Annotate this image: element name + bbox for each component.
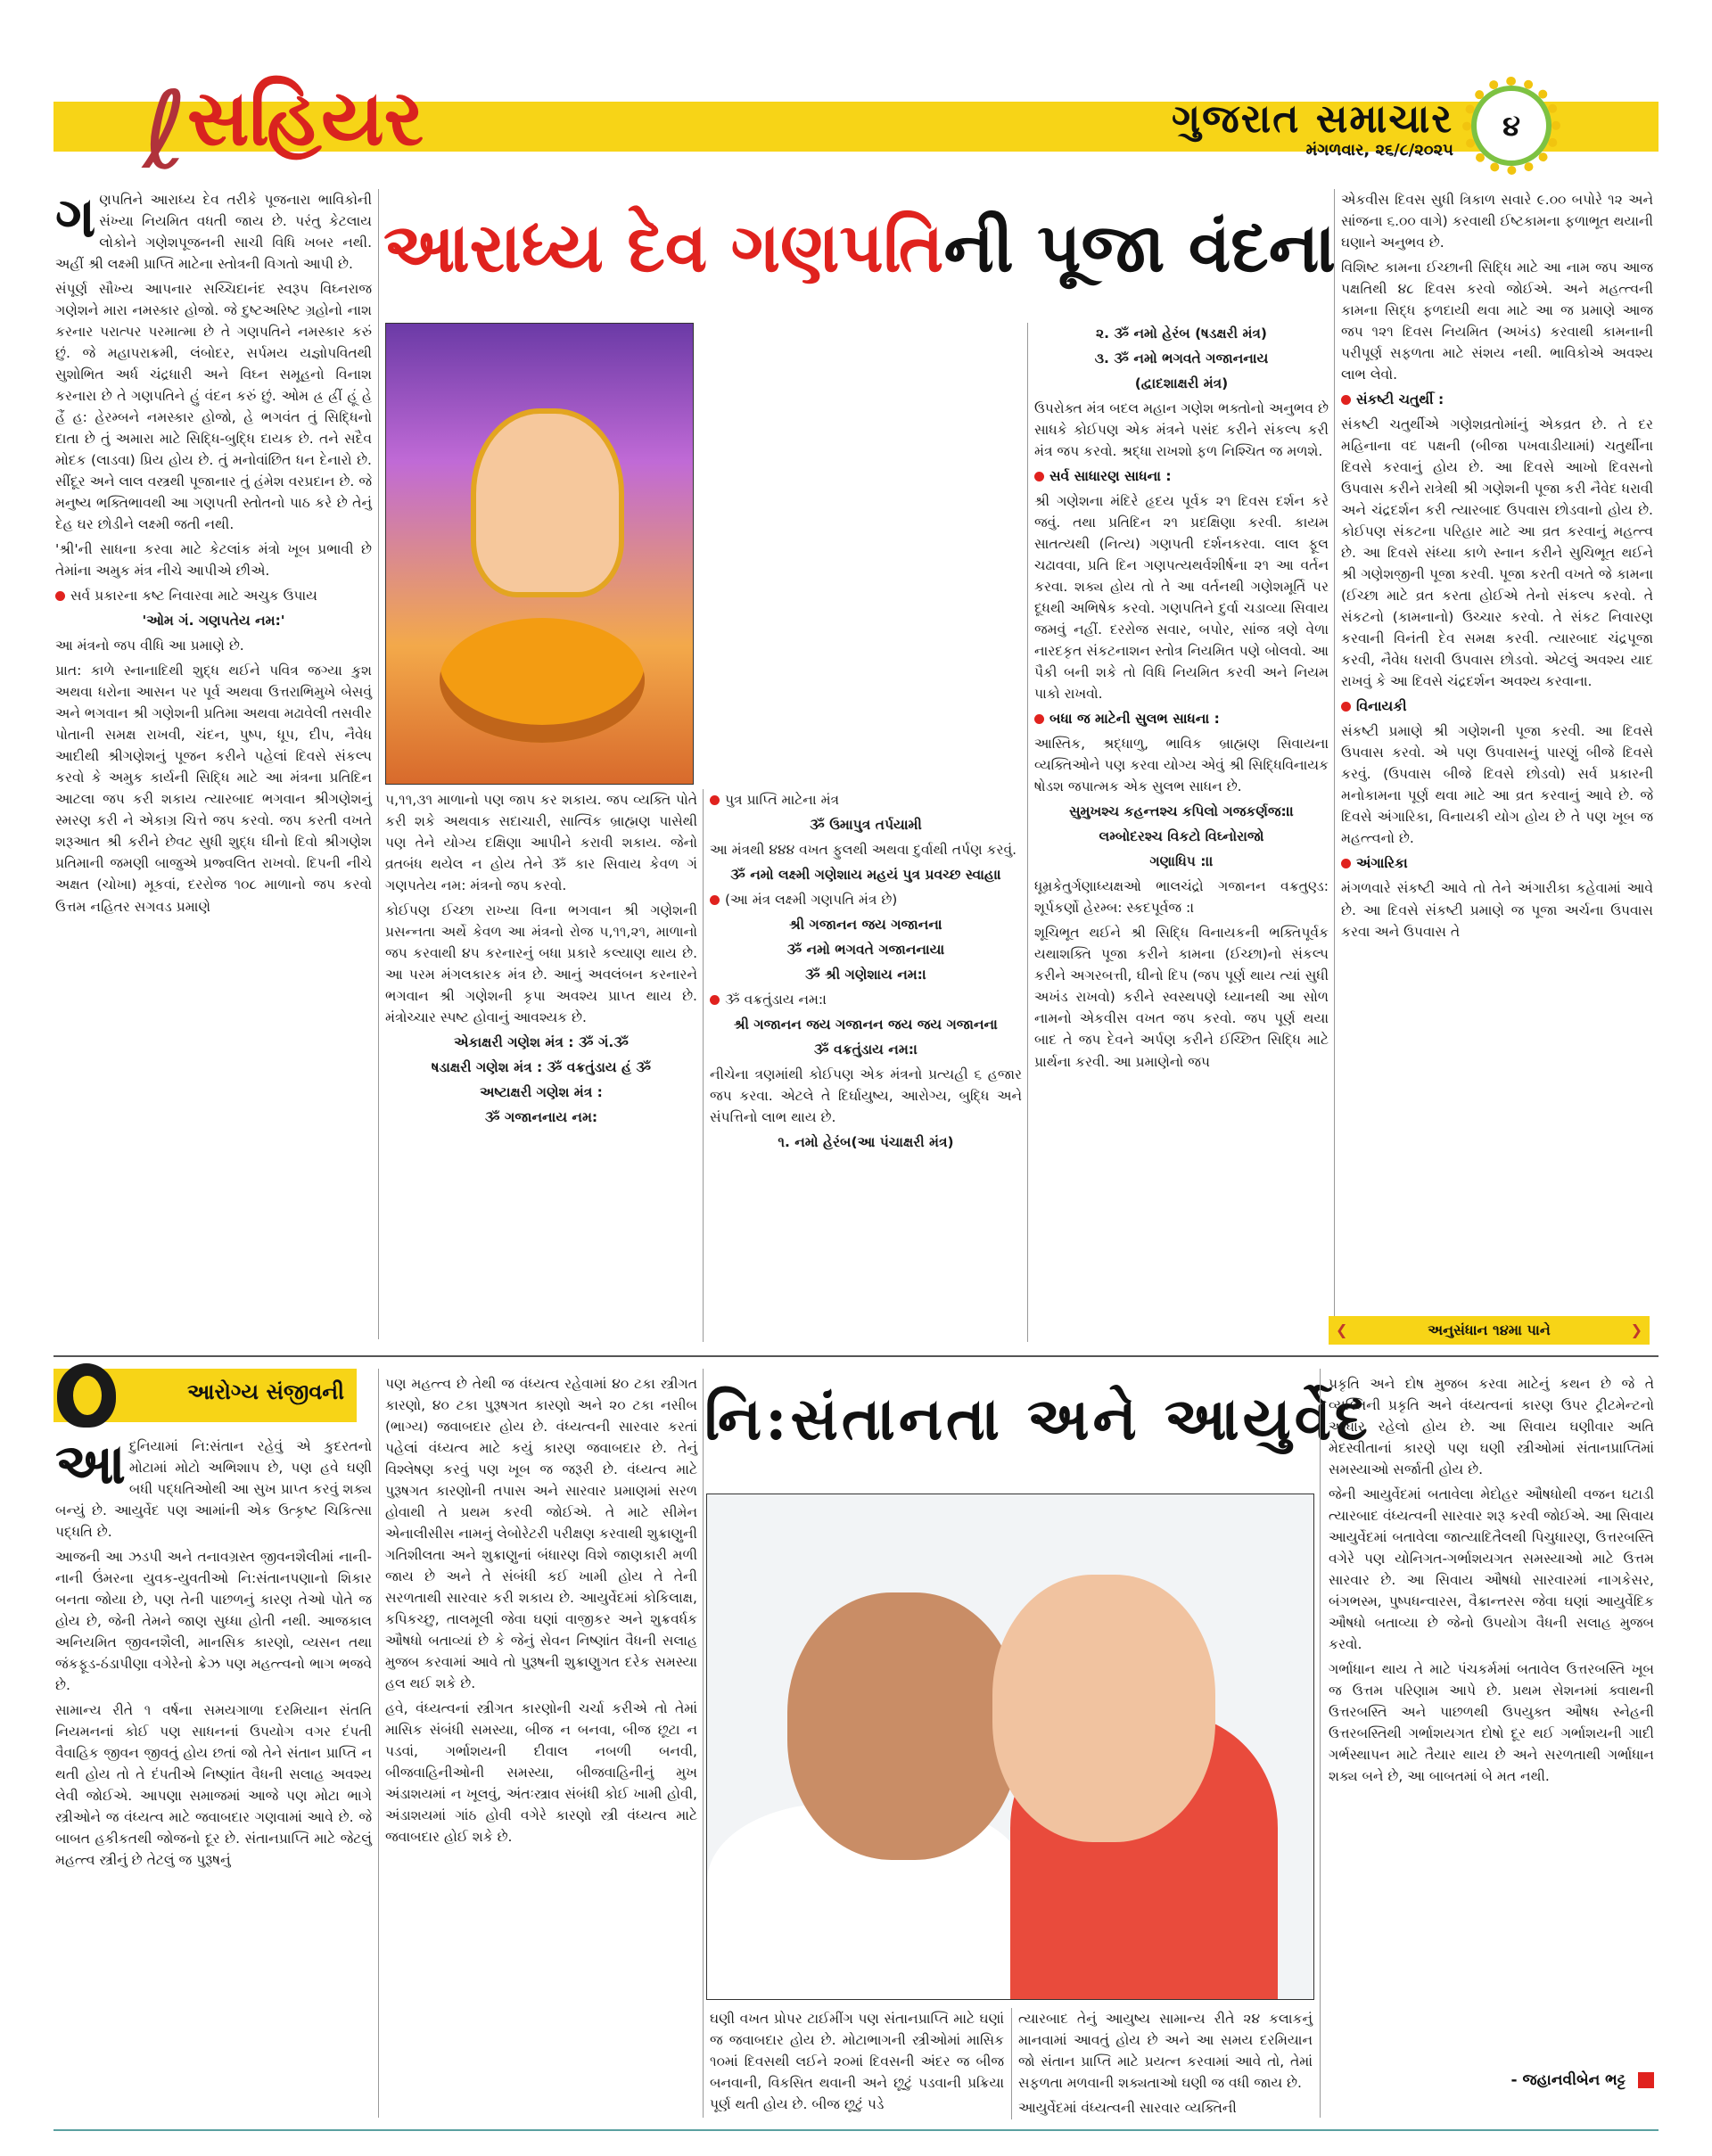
mantra: લમ્બોદરશ્ચ વિકટો વિઘ્નોરાજો xyxy=(1099,828,1264,845)
section-divider xyxy=(54,1355,1658,1357)
headline-red-part: આરાધ્ય દેવ ગણપતિ xyxy=(383,208,944,287)
paragraph: એકવીસ દિવસ સુધી ત્રિકાળ સવારે ૯.૦૦ બપોરે ૧૨ અને સાંજના ૬.૦૦ વાગે) કરવાથી ઈષ્ટકામના ફળાભૂત થયાની ઘણાને અનુભવ છે. xyxy=(1341,192,1653,251)
page-number xyxy=(1471,86,1552,166)
couple-illustration xyxy=(706,1494,1314,2000)
mantra: શ્રી ગજાનન જય ગજાનન। xyxy=(789,917,942,934)
woman-silhouette-icon xyxy=(57,1363,116,1428)
bullet-text: ૐ વક્રતુંડાય નમ:। xyxy=(725,992,827,1008)
article1-column-5 xyxy=(1341,189,1653,946)
column-divider xyxy=(703,789,704,1342)
logo-dancer-icon: ℓ xyxy=(143,70,187,193)
mantra: ૐ ગજાનનાય નમ: xyxy=(484,1109,598,1126)
continued-text: અનુસંધાન ૧૪મા પાને xyxy=(1428,1321,1551,1338)
article1-column-2 xyxy=(385,789,697,1131)
subheading: ૩. ૐ નમો ભગવતે ગજાનનાય xyxy=(1094,350,1269,367)
bullet-heading: સર્વ સાધારણ સાધના : xyxy=(1049,468,1172,485)
paragraph: દુનિયામાં નિ:સંતાન રહેવું એ કુદરતનો મોટામાં મોટો અભિશાપ છે, પણ હવે ઘણી બધી પદ્ધતિઓથી આ સુખ પ્રાપ્ત કરવું શક્ય બન્યું છે. આયુર્વેદ પણ આમાંની એક ઉત્કૃષ્ટ ચિકિત્સા પદ્ધતિ છે. xyxy=(55,1438,372,1541)
paragraph: જેની આયુર્વેદમાં બતાવેલા મેદોહર ઔષધોથી વજન ઘટાડી ત્યારબાદ વંધ્યત્વની સારવાર શરૂ કરવી જોઈએ. આ સિવાય આયુર્વેદમાં બતાવેલા જાત્યાદિતૈલથી પિચુધારણ, ઉત્તરબસ્તિ વગેરે પણ યોનિગત-ગર્ભાશયગત સમસ્યાઓ માટે ઉત્તમ સારવાર છે. આ સિવાય ઔષધો સારવારમાં નાગકેસર, બંગભસ્મ, પુષ્પધન્વારસ, વૈક્રાન્તરસ જેવા ઘણાં આયુર્વેદિક ઔષધો બતાવ્યા છે જેનો ઉપયોગ વૈધની સલાહ મુજબ કરવો. xyxy=(1329,1486,1654,1653)
bullet-text: (આ મંત્ર લક્ષ્મી ગણપતિ મંત્ર છે) xyxy=(725,892,898,909)
column-divider xyxy=(703,1369,704,2118)
subheading: ૨. ૐ નમો હેરંબ (ષડક્ષરી મંત્ર) xyxy=(1095,325,1268,342)
paragraph: આ મંત્રથી ૪૪૪ વખત ફુલથી અથવા દુર્વાથી તર્પણ કરવું. xyxy=(710,842,1017,859)
bullet-heading: સંકષ્ટી ચતુર્થી : xyxy=(1356,391,1444,408)
bullet-heading: બધા જ માટેની સુલભ સાધના : xyxy=(1049,711,1220,728)
bullet-dot-icon xyxy=(710,895,720,905)
publication-logo: સહિયર xyxy=(187,73,424,163)
column-divider xyxy=(1320,1369,1321,2118)
mantra: ૐ નમો લક્ષ્મી ગણેશાય મહયં પુત્ર પ્રવચ્છ સ્વાહા। xyxy=(730,867,1001,884)
man-figure xyxy=(787,1592,1019,1860)
article1-column-4 xyxy=(1034,323,1329,1076)
article1-headline xyxy=(383,208,1338,287)
paragraph: શૂચિભૂત થઈને શ્રી સિદ્ધિ વિનાયકની ભક્તિપૂર્વક યથાશક્તિ પૂજા કરીને કામના (ઈચ્છા)નો સંકલ્પ કરીને અગરબત્તી, ઘીનો દિપ (જપ પૂર્ણ થાય ત્યાં સુધી અખંડ રાખવો) કરીને સ્વસ્થપણે ધ્યાનથી આ સોળ નામનો એકવીસ વખત જપ કરવો. જપ પૂર્ણ થયા બાદ તે જપ દેવને અર્પણ કરીને ઈચ્છિત સિદ્ધિ માટે પ્રાર્થના કરવી. આ પ્રમાણેનો જપ xyxy=(1034,925,1329,1070)
mantra: ૐ વક્રતુંડાય નમ:। xyxy=(813,1041,918,1058)
bullet-dot-icon xyxy=(710,995,720,1005)
bullet-dot-icon xyxy=(1034,472,1044,481)
bullet-heading: અંગારિકા xyxy=(1356,855,1408,872)
headline-black-part: ની પૂજા વંદના xyxy=(943,208,1336,287)
paragraph: સંકષ્ટી પ્રમાણે શ્રી ગણેશની પૂજા કરવી. આ દિવસે ઉપવાસ કરવો. એ પણ ઉપવાસનું પારણું બીજે દિવસે કરવું. (ઉપવાસ બીજે દિવસે છોડવો) સર્વ પ્રકારની મનોકામના પૂર્ણ થવા માટે આ વ્રત કરવાનું આવે છે. જે દિવસે અંગારિકા, વિનાયકી યોગ હોય છે તે પણ ખૂબ જ મહત્ત્વનો છે. xyxy=(1341,723,1653,847)
paragraph: સામાન્ય રીતે ૧ વર્ષના સમયગાળા દરમિયાન સંતતિ નિયમનનાં કોઈ પણ સાધનનાં ઉપયોગ વગર દંપતી વૈવાહિક જીવન જીવતું હોય છતાં જો તેને સંતાન પ્રાપ્તિ ન થતી હોય તો તે દંપતીએ નિષ્ણાંત વૈધની સલાહ અવશ્ય લેવી જોઈએ. આપણા સમાજમાં આજે પણ મોટા ભાગે સ્ત્રીઓને જ વંધ્યત્વ માટે જવાબદાર ગણવામાં આવે છે. જે બાબત હકીકતથી જોજનો દૂર છે. સંતાનપ્રાપ્તિ માટે જેટલું મહત્ત્વ સ્ત્રીનું છે તેટલું જ પુરૂષનું xyxy=(55,1702,372,1869)
issue-date: મંગળવાર, ૨૬/૮/૨૦૨૫ xyxy=(1305,141,1453,160)
paragraph: ત્યારબાદ તેનું આયુષ્ય સામાન્ય રીતે ૨૪ કલાકનું માનવામાં આવતું હોય છે અને આ સમય દરમિયાન જો સંતાન પ્રાપ્તિ માટે પ્રયત્ન કરવામાં આવે તો, તેમાં સફળતા મળવાની શક્યતાઓ ઘણી જ વધી જાય છે. xyxy=(1018,2011,1313,2092)
paragraph: સંકષ્ટી ચતુર્થીએ ગણેશવ્રતોમાંનું એકવ્રત છે. તે દર મહિનાના વદ પક્ષની (બીજા પખવાડીયામાં) ચતુર્થીના દિવસે કરવાનું હોય છે. આ દિવસે આખો દિવસનો ઉપવાસ કરીને રાત્રેથી શ્રી ગણેશની પૂજા કરી નૈવેદ ધરાવી અને ચંદ્રદર્શન કરી ત્યારબાદ ઉપવાસ છોડવાનો હોય છે. કોઈપણ સંકટના પરિહાર માટે આ વ્રત કરવાનું મહત્ત્વ છે. આ દિવસે સંધ્યા કાળે સ્નાન કરીને સુચિભૂત થઈને શ્રી ગણેશજીની પૂજા કરવી. પૂજા કરતી વખતે જે કામના (ઈચ્છા માટે વ્રત કરતા હોઈએ તેનો સંકલ્પ કરવો. તે સંકટનો (કામનાનો) ઉચ્ચાર કરવો. તે સંકટ નિવારણ કરવાની વિનંતી દેવ સમક્ષ કરવી. ત્યારબાદ ચંદ્રપૂજા કરવી, નૈવેધ ધરાવી ઉપવાસ છોડવો. એટલું અવશ્ય યાદ રાખવું કે આ દિવસે ચંદ્રદર્શન અવશ્ય કરવાના. xyxy=(1341,416,1653,690)
mantra: ષડાક્ષરી ગણેશ મંત્ર : ૐ વક્રતુંડાય હં ૐ xyxy=(431,1059,652,1076)
mantra: ગણાધિપ :।। xyxy=(1149,853,1214,870)
article2-column-5 xyxy=(1329,1373,1654,1790)
paragraph: ઉપરોક્ત મંત્ર બદલ મહાન ગણેશ ભક્તોનો અનુભવ છે સાધકે કોઈપણ એક મંત્રને પસંદ કરીને સંકલ્પ કરી મંત્ર જપ કરવો. શ્રદ્ધા રાખશો ફળ નિશ્ચિત જ મળશે. xyxy=(1034,400,1329,460)
page-number-text: ૪ xyxy=(1502,108,1520,143)
mantra: સુમુખશ્ચ કહન્તશ્ચ કપિલો ગજકર્ણજ:।। xyxy=(1068,803,1294,820)
article2-column-2 xyxy=(385,1373,697,1851)
paragraph: ગર્ભાધાન થાય તે માટે પંચકર્મમાં બતાવેલ ઉત્તરબસ્તિ ખૂબ જ ઉત્તમ પરિણામ આપે છે. પ્રથમ સેશનમાં ક્વાથની ઉત્તરબસ્તિ અને પાછળથી ઉપયુક્ત ઔષધ સ્નેહની ઉત્તરબસ્તિથી ગર્ભાશયગત દોષો દૂર થઈ ગર્ભાશયની ગાદી ગર્ભસ્થાપન માટે તૈયાર થાય છે અને સરળતાથી ગર્ભાધાન શક્ય બને છે, આ બાબતમાં બે મત નથી. xyxy=(1329,1661,1654,1785)
mantra: અષ્ટાક્ષરી ગણેશ મંત્ર : xyxy=(480,1084,603,1101)
paragraph: મંગળવારે સંકષ્ટી આવે તો તેને અંગારીકા કહેવામાં આવે છે. આ દિવસે સંકષ્ટી પ્રમાણે જ પૂજા અર્ચના ઉપવાસ કરવા અને ઉપવાસ તે xyxy=(1341,880,1653,940)
paragraph: આ મંત્રનો જપ વીધિ આ પ્રમાણે છે. xyxy=(55,638,244,654)
paragraph: 'શ્રી'ની સાધના કરવા માટે કેટલાંક મંત્રો ખૂબ પ્રભાવી છે તેમાંના અમુક મંત્ર નીચે આપીએ છીએ. xyxy=(55,541,372,580)
paragraph: નીચેના ત્રણમાંથી કોઈપણ એક મંત્રનો પ્રત્યહી ૬ હજાર જપ કરવા. એટલે તે દિર્ઘાયુષ્ય, આરોગ્ય, બુદ્ધિ અને સંપત્તિનો લાભ થાય છે. xyxy=(710,1066,1022,1126)
continued-on-page xyxy=(1329,1316,1650,1345)
dropcap: આ xyxy=(55,1431,126,1496)
mantra: એકાક્ષરી ગણેશ મંત્ર : ૐ ગં.ૐ xyxy=(454,1034,629,1051)
column-divider xyxy=(1334,189,1335,1342)
paragraph: શ્રી ગણેશના મંદિરે હૃદય પૂર્વક ૨૧ દિવસ દર્શન કરે જવું. તથા પ્રતિદિન ૨૧ પ્રદક્ષિણા કરવી. કાયમ સાતત્યથી (નિત્ય) ગણપતી દર્શનકરવા. લાલ ફૂલ ચઢાવવા, પ્રતિ દિન ગણપત્યથર્વશીર્ષના ૨૧ આ વર્તન કરવા. શક્ય હોય તો તે આ વર્તનથી ગણેશમૂર્તિ પર દૂધથી અભિષેક કરવો. ગણપતિને દુર્વા ચડાવ્યા સિવાય જમવું નહીં. દરરોજ સવાર, બપોર, સાંજ ત્રણે વેળા નારદકૃત સંકટનાશન સ્તોત્ર નિયમિત પણે બોલવો. આ પૈકી બની શકે તો વિધિ નિયમિત કરવી અને નિયમ પાકો રાખવો. xyxy=(1034,493,1329,703)
column-divider xyxy=(1011,2008,1012,2119)
paragraph: ણપતિને આરાધ્ય દેવ તરીકે પૂજનારા ભાવિકોની સંખ્યા નિયમિત વધતી જાય છે. પરંતુ કેટલાય લોકોને ગણેશપૂજનની સાચી વિધિ ખબર નથી. અહીં શ્રી લક્ષ્મી પ્રાપ્તિ માટેના સ્તોત્રની વિગતો આપી છે. xyxy=(55,192,372,273)
article2-column-4 xyxy=(1018,2008,1313,2122)
footer-rule xyxy=(54,2129,1658,2131)
paragraph: પ્રકૃતિ અને દોષ મુજબ કરવા માટેનું કથન છે જે તે વ્યક્તિની પ્રકૃતિ અને વંધ્યત્વનાં કારણ ઉપર ટ્રીટમેન્ટનો આધાર રહેલો હોય છે. આ સિવાય ઘણીવાર અતિ મેદસ્વીતાનાં કારણે પણ ઘણી સ્ત્રીઓમાં સંતાનપ્રાપ્તિમાં સમસ્યાઓ સર્જાતી હોય છે. xyxy=(1329,1376,1654,1478)
paragraph: ધૂમ્રકેતુર્ગણાધ્યક્ષઓ ભાલચંદ્રો ગજાનન વક્રતુણ્ડ: શૂર્પકર્ણો હેરમ્બ: સ્કદપૂર્વજ :। xyxy=(1034,878,1329,917)
bullet-dot-icon xyxy=(1034,714,1044,724)
paragraph: ૫,૧૧,૩૧ માળાનો પણ જાપ કર શકાય. જપ વ્યક્તિ પોતે કરી શકે અથવાક સદાચારી, સાત્વિક બ્રાહ્મણ પાસેથી પણ તેને યોગ્ય દક્ષિણા આપીને કરાવી શકાય. જેનો વ્રતબંધ થયેલ ન હોય તેને ૐ કાર સિવાય કેવળ ગં ગણપતેય નમ: મંત્રનો જપ કરવો. xyxy=(385,792,697,894)
column-divider xyxy=(378,189,379,1339)
masthead xyxy=(54,70,1658,193)
bullet-heading: વિનાયકી xyxy=(1356,698,1407,715)
mantra: ૧. નમો હેરંબ(આ પંચાક્ષરી મંત્ર) xyxy=(778,1134,954,1151)
bullet-text: સર્વ પ્રકારના કષ્ટ નિવારવા માટે અચુક ઉપાય xyxy=(70,588,317,605)
section-label: આરોગ્ય સંજીવની xyxy=(187,1379,345,1404)
paragraph: પ્રાત: કાળે સ્નાનાદિથી શુદ્ધ થઈને પવિત્ર જગ્યા કુશ અથવા ધરોના આસન પર પૂર્વ અથવા ઉત્તરાભિમુખે બેસવું અને ભગવાન શ્રી ગણેશની પ્રતિમા અથવા મઢાવેલી તસવીર પોતાની સમક્ષ રાખવી, ચંદન, પુષ્પ, ધૂપ, દીપ, નૈવેધ આદીથી શ્રીગણેશનું પૂજન કરીને પહેલાં દિવસે સંકલ્પ કરવો કે અમુક કાર્યની સિદ્ધિ માટે આ મંત્રના પ્રતિદિન આટલા જપ કરી શકાય ત્યારબાદ ભગવાન શ્રીગણેશનું સ્મરણ કરી ને એકાગ્ર ચિત્તે જપ કરવો. જપ કરતી વખતે શરૂઆત શ્રી કરીને છેવટ સુધી શુદ્ધ ઘીનો દિવો શ્રીગણેશ પ્રતિમાની જમણી બાજુએ પ્રજ્વલિત રાખવો. દિપની નીચે અક્ષત (ચોખા) મૂકવાં, દરરોજ ૧૦૮ માળાનો જપ કરવો ઉત્તમ નહિતર સગવડ પ્રમાણે xyxy=(55,662,372,915)
bullet-dot-icon xyxy=(55,591,65,601)
column-divider xyxy=(1027,323,1028,1342)
mantra: 'ઓમ ગં. ગણપતેય નમ:' xyxy=(142,613,285,630)
dropcap: ગ xyxy=(55,185,96,250)
bullet-dot-icon xyxy=(1341,702,1351,712)
section-tag xyxy=(54,1369,357,1422)
bullet-text: પુત્ર પ્રાપ્તિ માટેના મંત્ર xyxy=(725,792,840,808)
article1-column-1 xyxy=(55,185,372,921)
paragraph: વિશિષ્ટ કામના ઈચ્છાની સિદ્ધિ માટે આ નામ જપ આજ પક્ષતિથી ૪૮ દિવસ કરવો જોઈએ. અને મહત્ત્વની કામના સિદ્ધ ફળદાયી થવા માટે આ જ પ્રમાણે આજ જપ ૧૨૧ દિવસ નિયમિત (અખંડ) કરવાથી કામનાની પરીપૂર્ણ સફળતા માટે સંશય નથી. ભાવિકોએ અવશ્ય લાભ લેવો. xyxy=(1341,259,1653,383)
subheading: (દ્વાદશાક્ષરી મંત્ર) xyxy=(1134,375,1229,392)
article2-headline: નિ:સંતાનતા અને આયુર્વેદ xyxy=(704,1384,1371,1453)
mantra: ૐ ઉમાપુત્ર તર્પયામી xyxy=(810,817,922,834)
bullet-dot-icon xyxy=(710,795,720,805)
article2-column-3 xyxy=(710,2008,1004,2119)
article2-column-1 xyxy=(55,1431,372,1874)
paragraph: પણ મહત્ત્વ છે તેથી જ વંધ્યત્વ રહેવામાં ૪૦ ટકા સ્ત્રીગત કારણો, ૪૦ ટકા પુરૂષગત કારણો અને ૨૦ ટકા નસીબ (ભાગ્ય) જવાબદાર હોય છે. વંધ્યત્વની સારવાર કરતાં પહેલાં વંધ્યત્વ માટે કયું કારણ જવાબદાર છે. તેનું વિશ્લેષણ કરવું પણ ખૂબ જ જરૂરી છે. વંધ્યત્વ માટે પુરૂષગત કારણોની તપાસ અને સારવાર પ્રમાણમાં સરળ હોવાથી તે પ્રથમ કરવી જોઈએ. તે માટે સીમેન એનાલીસીસ નામનું લેબોરેટરી પરીક્ષણ કરવાથી શુક્રાણુની ગતિશીલતા અને શુક્રાણુનાં બંધારણ વિશે જાણકારી મળી જાય છે અને તે સંબંધી કઈ ખામી હોય તે તેની સરળતાથી સારવાર કરી શકાય છે. આયુર્વેદમાં કોકિલાક્ષ, કપિકચ્છુ, તાલમૂલી જેવા ઘણાં વાજીકર અને શુક્રવર્ધક ઔષધો બતાવ્યાં છે કે જેનું સેવન નિષ્ણાંત વૈધની સલાહ મુજબ કરવામાં આવે તો પુરૂષની શુક્રાણુગત દરેક સમસ્યા હલ થઈ શકે છે. xyxy=(385,1376,697,1692)
mantra: શ્રી ગજાનન જય ગજાનન જય જય ગજાનન। xyxy=(733,1016,999,1033)
column-divider xyxy=(378,1369,379,2118)
bullet-dot-icon xyxy=(1341,395,1351,405)
mantra: ૐ નમો ભગવતે ગજાનનાય। xyxy=(786,942,945,959)
ganesha-illustration xyxy=(385,323,694,785)
bullet-dot-icon xyxy=(1341,859,1351,868)
paragraph: આજની આ ઝડપી અને તનાવગ્રસ્ત જીવનશૈલીમાં નાની-નાની ઉંમરના યુવક-યુવતીઓ નિ:સંતાનપણાનો શિકાર બનતા જોયા છે, પણ તેની પાછળનું કારણ તેઓ પોતે જ હોય છે, જેની તેમને જાણ સુધ્ધા હોતી નથી. આજકાલ અનિયમિત જીવનશૈલી, માનસિક કારણો, વ્યસન તથા જંકફૂડ-ઠંડાપીણા વગેરેનો ક્રેઝ પણ મહત્ત્વનો ભાગ ભજવે છે. xyxy=(55,1549,372,1694)
author-byline: - જહાનવીબેન ભટ્ટ xyxy=(1369,2070,1654,2092)
paragraph: આસ્તિક, શ્રદ્ધાળુ, ભાવિક બ્રાહ્મણ સિવાયના વ્યક્તિઓને પણ કરવા યોગ્ય એવું શ્રી સિદ્ધિવિનાયક ષોડશ જપાત્મક એક સુલભ સાધન છે. xyxy=(1034,736,1329,795)
paragraph: કોઈપણ ઈચ્છા રાખ્યા વિના ભગવાન શ્રી ગણેશની પ્રસન્નતા અર્થે કેવળ આ મંત્રનો રોજ ૫,૧૧,૨૧, માળાનો જપ કરવાથી ૪૫ કરનારનું બધા પ્રકારે કલ્યાણ થાય છે. આ પરમ મંગલકારક મંત્ર છે. આનું અવલંબન કરનારને ભગવાન શ્રી ગણેશની કૃપા અવશ્ય પ્રાપ્ત થાય છે. મંત્રોચ્ચાર સ્પષ્ટ હોવાનું આવશ્યક છે. xyxy=(385,902,697,1026)
mantra: ૐ શ્રી ગણેશાય નમ:। xyxy=(804,967,927,983)
paragraph: ઘણી વખત પ્રોપર ટાઈમીંગ પણ સંતાનપ્રાપ્તિ માટે ઘણાં જ જવાબદાર હોય છે. મોટાભાગની સ્ત્રીઓમાં માસિક ૧૦માં દિવસથી લઈને ૨૦માં દિવસની અંદર જ બીજ બનવાની, વિકસિત થવાની અને છૂટું પડવાની પ્રક્રિયા પૂર્ણ થતી હોય છે. બીજ છૂટું પડે xyxy=(710,2011,1004,2113)
article1-column-3 xyxy=(710,789,1022,1156)
paragraph: સંપૂર્ણ સૌખ્ય આપનાર સચ્ચિદાનંદ સ્વરૂપ વિઘ્નરાજ ગણેશને મારા નમસ્કાર હોજો. જે દુષ્ટઅરિષ્ટ ગ્રહોનો નાશ કરનાર પરાત્પર પરમાત્મા છે તે ગણપતિને નમસ્કાર કરું છું. જે મહાપરાક્રમી, લંબોદર, સર્પમય યજ્ઞોપવિતથી સુશોભિત અર્ધ ચંદ્રધારી અને વિઘ્ન સમૂહનો વિનાશ કરનારા છે તે ગણપતિને હું વંદન કરું છું. ઓમ હ્ર હ્રીં હૂં હે હૈં હ: હેરમ્બને નમસ્કાર હોજો, હે ભગવંત તું સિદ્ધિનો દાતા છે તું અમારા માટે સિદ્ધિ-બુદ્ધિ દાયક છે. તને સદૈવ મોદક (લાડવા) પ્રિય હોય છે. તું મનોવાંછિત ધન દેનારો છે. સીંદૂર અને લાલ વસ્ત્રથી પૂજાનાર તું હંમેશ વરપ્રદાન છે. જે મનુષ્ય ભક્તિભાવથી આ ગણપતી સ્તોતનો પાઠ કરે છે તેનું દેહ ઘર છોડીને લક્ષ્મી જતી નથી. xyxy=(55,281,372,533)
newspaper-brand: ગુજરાત સમાચાર xyxy=(1172,96,1453,142)
paragraph: આયુર્વેદમાં વંધ્યત્વની સારવાર વ્યક્તિની xyxy=(1018,2100,1237,2117)
woman-figure xyxy=(992,1575,1215,1842)
paragraph: હવે, વંધ્યત્વનાં સ્ત્રીગત કારણોની ચર્ચા કરીએ તો તેમાં માસિક સંબંધી સમસ્યા, બીજ ન બનવા, બીજ છૂટા ન પડવાં, ગર્ભાશયની દીવાલ નબળી બનવી, બીજવાહિનીઓની સમસ્યા, બીજવાહિનીનું મુખ અંડાશયમાં ન ખૂલવું, અંતઃસ્ત્રાવ સંબંધી કોઈ ખામી હોવી, અંડાશયમાં ગાંઠ હોવી વગેરે કારણો સ્ત્રી વંધ્યત્વ માટે જવાબદાર હોઈ શકે છે. xyxy=(385,1700,697,1846)
